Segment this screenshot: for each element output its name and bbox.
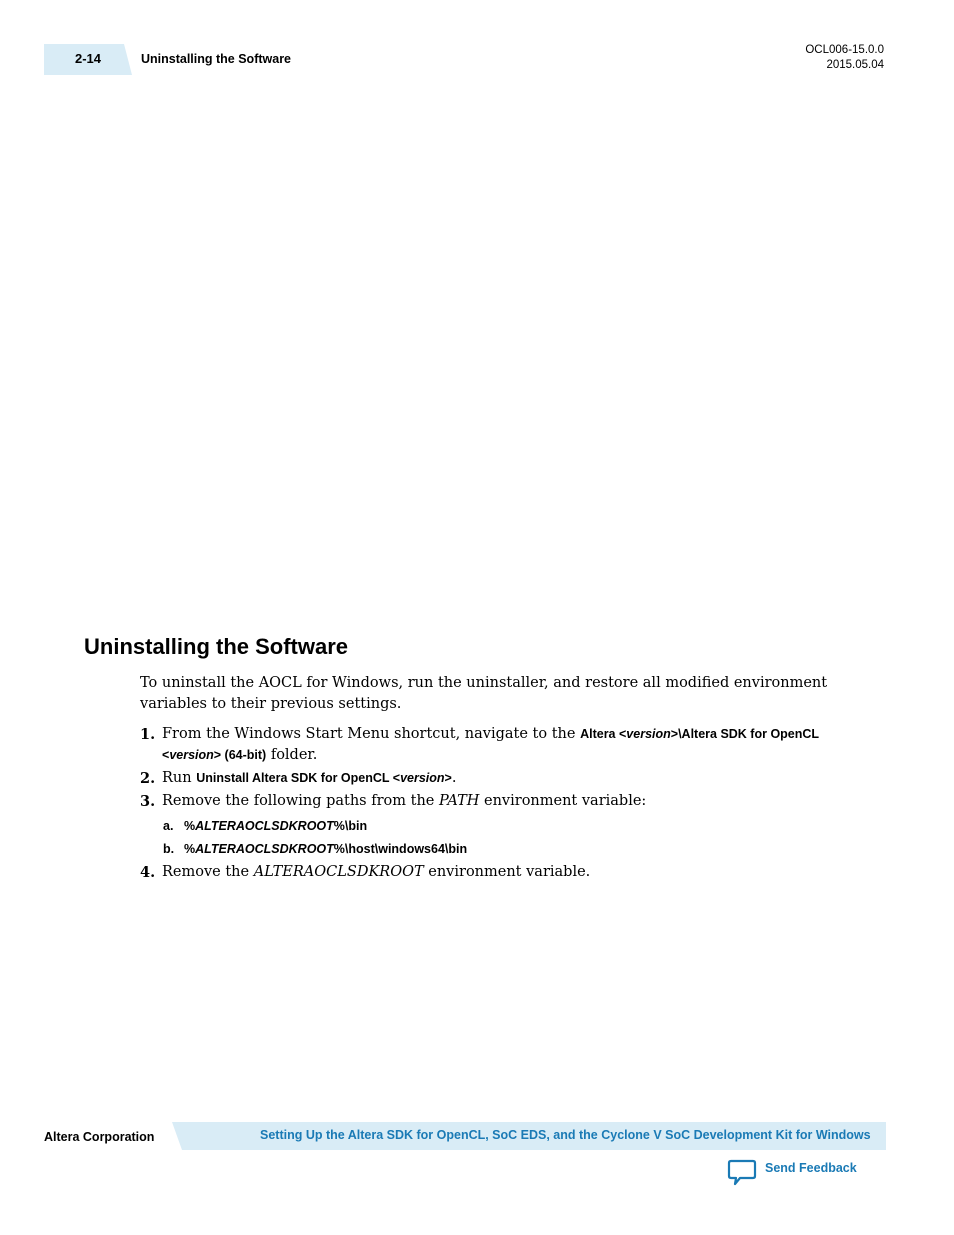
step-text-part: environment variable: [479, 793, 647, 809]
step-text-part: Remove the following paths from the [162, 793, 439, 809]
step-text-part: Run [162, 770, 197, 786]
uninstaller-name-variable: version [400, 771, 445, 785]
step-text-part: Remove the [162, 864, 254, 880]
step-text [162, 768, 874, 789]
footer-document-title-link[interactable]: Setting Up the Altera SDK for OpenCL, SoC EDS, and the Cyclone V SoC Development Kit for Windows [260, 1128, 871, 1142]
section-intro: To uninstall the AOCL for Windows, run the uninstaller, and restore all modified environment variables to their previous settings. [140, 675, 828, 712]
path-variable: ALTERAOCLSDKROOT [195, 819, 334, 833]
step-number: 3. [140, 793, 156, 810]
path-variable: ALTERAOCLSDKROOT [195, 842, 334, 856]
uninstaller-name-part: Uninstall Altera SDK for OpenCL < [196, 771, 401, 785]
path-entry [184, 816, 784, 836]
running-header-title: Uninstalling the Software [141, 52, 292, 66]
step-text-part: folder. [266, 747, 318, 763]
document-id: OCL006-15.0.0 [805, 44, 884, 56]
path-part: % [184, 819, 196, 833]
path-part: %\host\windows64\bin [333, 842, 468, 856]
step-text-part: From the Windows Start Menu shortcut, navigate to the [162, 726, 581, 742]
step-number: 2. [140, 770, 156, 787]
substep-number: b. [163, 842, 175, 856]
menu-path-part: >\Altera SDK for OpenCL < [162, 727, 819, 762]
section-title: Uninstalling the Software [84, 634, 349, 659]
footer-corporation: Altera Corporation [44, 1130, 155, 1144]
substep-number: a. [163, 819, 174, 833]
path-part: % [184, 842, 196, 856]
document-date: 2015.05.04 [826, 59, 884, 71]
path-part: %\bin [333, 819, 368, 833]
step-number: 4. [140, 864, 156, 881]
send-feedback-label: Send Feedback [765, 1161, 857, 1175]
speech-bubble-icon [727, 1159, 757, 1187]
step-text [162, 791, 874, 812]
step-text-part: environment variable. [423, 864, 591, 880]
menu-path-part: Altera < [580, 727, 627, 741]
step-text [162, 724, 874, 766]
document-info [805, 43, 884, 73]
env-variable-name: ALTERAOCLSDKROOT [253, 864, 424, 880]
step-text-part: . [451, 770, 457, 786]
uninstaller-name-part: > [444, 771, 452, 785]
menu-path-part: > (64-bit) [213, 748, 267, 762]
step-text [162, 862, 874, 883]
menu-path-variable: version [169, 748, 214, 762]
menu-path-variable: version [626, 727, 671, 741]
step-number: 1. [140, 726, 156, 743]
path-entry [184, 839, 784, 859]
page-number: 2-14 [75, 51, 102, 66]
env-variable-name: PATH [438, 793, 480, 809]
uninstaller-name [196, 771, 452, 785]
